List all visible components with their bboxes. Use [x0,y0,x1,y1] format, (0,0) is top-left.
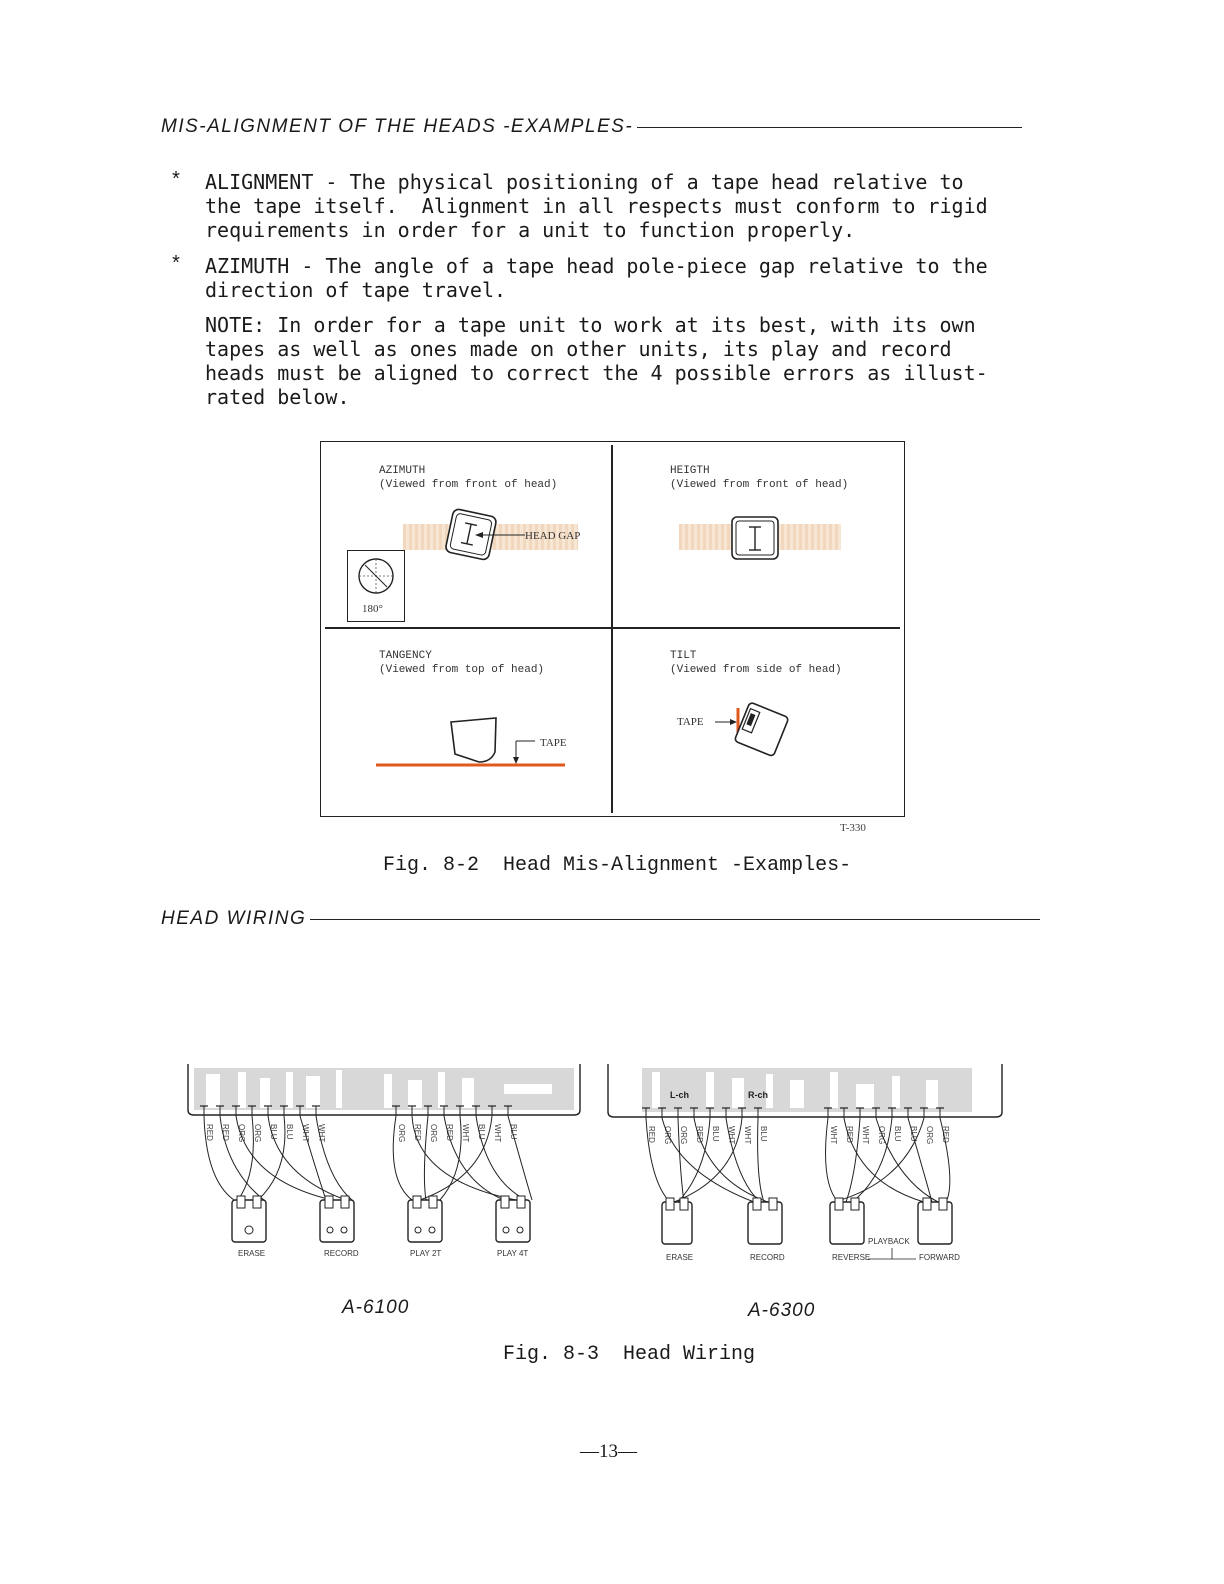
wire-color-label: BLU [711,1126,720,1142]
a6300-wiring-diagram [606,1062,1004,1267]
bullet-mark: * [170,170,183,193]
wire-color-label: RED [941,1126,950,1143]
protractor-icon [348,551,404,601]
a6100-wire-labels [205,1124,518,1142]
dial-degree-label: 180° [362,603,383,615]
height-head-drawing [729,514,783,564]
wire-color-label: RED [445,1124,454,1141]
a6300-head-label: ERASE [666,1253,694,1262]
wire-color-label: BLU [509,1124,518,1140]
height-subtitle: (Viewed from front of head) [670,479,849,491]
heading-rule [310,919,1040,920]
quadrant-divider-vertical [611,445,613,813]
azimuth-head-drawing [441,504,531,568]
tilt-drawing [711,700,801,760]
wire-color-label: WHT [861,1126,870,1145]
model-label-a6100: A-6100 [342,1297,410,1318]
note-paragraph: NOTE: In order for a tape unit to work at its best, with its own tapes as well as ones made on other units, its play and record heads must be aligned to correct the 4 possible errors as illust- rated below. [205,313,988,409]
tilt-tape-label: TAPE [677,716,704,728]
azimuth-definition: AZIMUTH - The angle of a tape head pole-piece gap relative to the direction of tape travel. [205,254,988,302]
wire-color-label: WHT [493,1124,502,1143]
tilt-subtitle: (Viewed from side of head) [670,664,842,676]
l-channel-label: L-ch [670,1090,689,1100]
wire-color-label: ORG [237,1124,246,1143]
wire-color-label: ORG [397,1124,406,1143]
wire-color-label: BLU [893,1126,902,1142]
section-heading-misalignment [161,116,1022,138]
tangency-tape-label: TAPE [540,737,567,749]
wire-color-label: BLU [759,1126,768,1142]
azimuth-subtitle: (Viewed from front of head) [379,479,558,491]
figure-8-2-caption: Fig. 8-2 Head Mis-Alignment -Examples- [383,854,852,877]
head-gap-label: HEAD GAP [525,530,581,542]
wire-color-label: ORG [253,1124,262,1143]
height-title: HEIGTH [670,465,710,477]
figure-code: T-330 [840,822,866,834]
wire-color-label: WHT [301,1124,310,1143]
playback-label: PLAYBACK [868,1237,910,1246]
wire-color-label: RED [221,1124,230,1141]
wire-color-label: ORG [429,1124,438,1143]
a6100-wiring-diagram [186,1060,582,1265]
a6300-head-label: RECORD [750,1253,785,1262]
quadrant-divider-horizontal [325,627,900,629]
wire-color-label: WHT [317,1124,326,1143]
tangency-title: TANGENCY [379,650,432,662]
wire-color-label: WHT [829,1126,838,1145]
bullet-mark: * [170,254,183,277]
a6100-head-label: ERASE [238,1249,266,1258]
tilt-title: TILT [670,650,697,662]
wire-color-label: BLU [269,1124,278,1140]
a6100-head-label: PLAY 4T [497,1249,529,1258]
model-label-a6300: A-6300 [748,1300,816,1321]
section-title: HEAD WIRING [161,908,307,929]
wire-color-label: RED [205,1124,214,1141]
figure-8-3-caption: Fig. 8-3 Head Wiring [503,1343,756,1366]
azimuth-title: AZIMUTH [379,465,426,477]
alignment-definition: ALIGNMENT - The physical positioning of a tape head relative to the tape itself. Alignment in all respects must conform to rigid requirements in order for a unit to function properly. [205,170,988,242]
wire-color-label: ORG [663,1126,672,1145]
wire-color-label: WHT [727,1126,736,1145]
r-channel-label: R-ch [748,1090,768,1100]
azimuth-dial-box [347,550,405,622]
heading-rule [637,127,1022,128]
wire-color-label: RED [647,1126,656,1143]
a6100-head-icons [232,1196,530,1242]
a6300-head-label: REVERSE [832,1253,871,1262]
wire-color-label: RED [695,1126,704,1143]
tangency-subtitle: (Viewed from top of head) [379,664,545,676]
page-number: —13— [580,1441,637,1462]
wire-color-label: BLU [285,1124,294,1140]
wire-color-label: ORG [925,1126,934,1145]
wire-color-label: BLU [477,1124,486,1140]
wire-color-label: RED [413,1124,422,1141]
wire-color-label: WHT [743,1126,752,1145]
wire-color-label: RED [845,1126,854,1143]
a6300-head-label: FORWARD [919,1253,960,1262]
wire-color-label: ORG [679,1126,688,1145]
wire-color-label: ORG [877,1126,886,1145]
a6100-head-label: PLAY 2T [410,1249,442,1258]
a6100-head-label: RECORD [324,1249,359,1258]
a6300-wire-labels [647,1126,950,1144]
wire-color-label: BLU [909,1126,918,1142]
section-title: MIS-ALIGNMENT OF THE HEADS -EXAMPLES- [161,116,634,137]
wire-color-label: WHT [461,1124,470,1143]
figure-8-2-frame [320,441,905,817]
section-heading-head-wiring [161,908,1040,930]
